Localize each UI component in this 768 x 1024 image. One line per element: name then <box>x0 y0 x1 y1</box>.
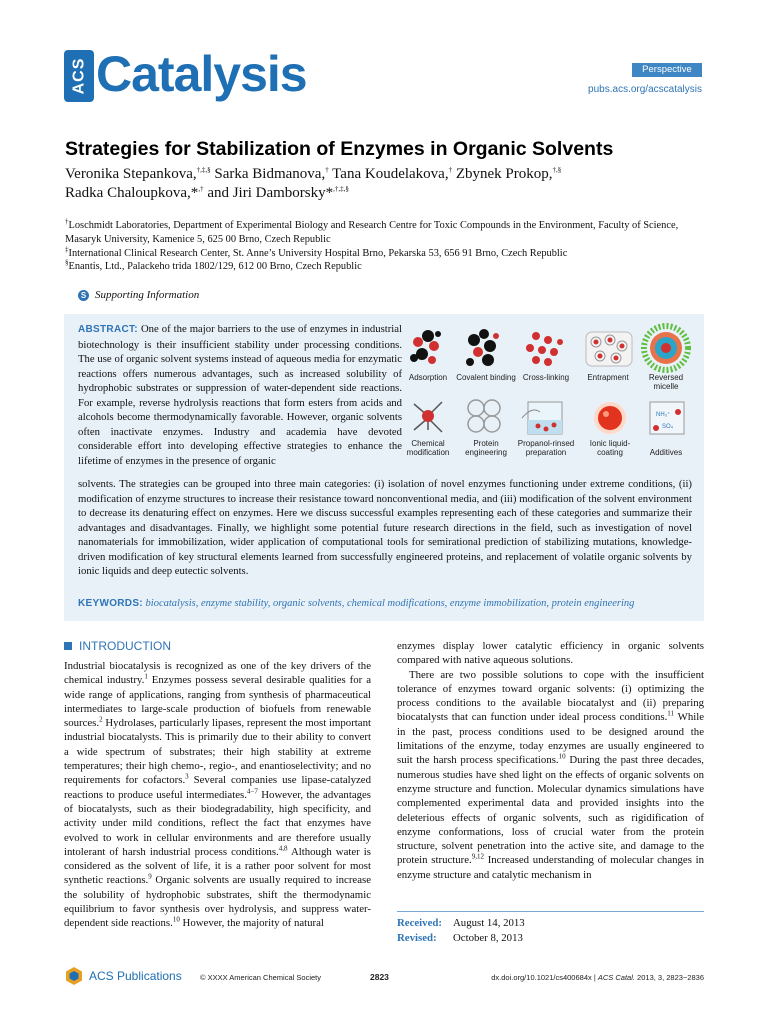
reversed-micelle-icon <box>644 326 688 370</box>
svg-text:micelle: micelle <box>653 382 679 391</box>
svg-text:coating: coating <box>597 448 623 457</box>
body-column-left <box>64 659 371 931</box>
journal-logo: Catalysis <box>96 46 307 102</box>
revised-date: Revised: October 8, 2013 <box>397 932 523 944</box>
affiliation-marks: ,† <box>198 185 204 193</box>
svg-text:Reversed: Reversed <box>648 373 684 382</box>
author-list <box>65 165 705 203</box>
keywords-label: KEYWORDS: <box>78 598 143 609</box>
body-column-right <box>397 639 704 882</box>
affiliation-marks: † <box>448 166 453 174</box>
ionic-liquid-coating-icon <box>594 402 626 434</box>
abstract-text-top: ABSTRACT: One of the major barriers to the use of enzymes in industrial biotechnology is their insufficient stability under processing conditions. The use of organic solvent systems instead of aqueous media for enzymatic reactions offers numerous advantages, such as increased solubility of hydrophobic substrates or suppression of water-dependent side reactions. For example, reverse hydrolysis reactions that form esters from acids and alcohols become thermodynamically favorable. However, organic solvents often inactivate enzymes. Industry and academia have devoted considerable effort into developing effective strategies to enhance the lifetime of enzymes in the presence of organic <box>78 323 402 467</box>
svg-text:NH₃⁺: NH₃⁺ <box>656 412 671 418</box>
author-name: Tana Koudelakova, <box>328 166 449 182</box>
svg-text:Protein: Protein <box>473 439 499 448</box>
toc-row1-labels <box>409 373 683 391</box>
svg-text:Entrapment: Entrapment <box>587 373 629 382</box>
protein-engineering-icon <box>468 400 500 432</box>
supporting-information-link[interactable] <box>78 289 199 301</box>
author-name: Sarka Bidmanova, <box>210 166 326 182</box>
section-heading-introduction: INTRODUCTION <box>64 639 171 653</box>
page-footer <box>64 966 704 990</box>
keywords <box>78 597 698 610</box>
affiliation-marks: † <box>325 166 329 174</box>
svg-text:Covalent binding: Covalent binding <box>456 373 516 382</box>
abstract-label: ABSTRACT: <box>78 324 138 335</box>
author-name: Radka Chaloupkova,* <box>65 185 199 201</box>
svg-text:Propanol-rinsed: Propanol-rinsed <box>517 439 575 448</box>
covalent-binding-icon <box>466 329 499 366</box>
cross-linking-icon <box>526 332 563 366</box>
acs-logo-tab: ACS <box>64 50 94 102</box>
article-type-badge: Perspective <box>632 63 702 77</box>
toc-graphic <box>404 322 698 470</box>
chemical-modification-icon <box>414 402 442 432</box>
copyright: © XXXX American Chemical Society <box>200 973 321 982</box>
author-name: Zbynek Prokop, <box>452 166 553 182</box>
affiliations <box>65 219 705 274</box>
article-title: Strategies for Stabilization of Enzymes in Organic Solvents <box>65 138 614 160</box>
svg-text:Chemical: Chemical <box>411 439 445 448</box>
toc-row2-labels <box>407 439 683 457</box>
body-paragraph: There are two possible solutions to cope with the insufficient tolerance of enzymes toward organic solvents: (i) optimizing the process conditions to the available biocatalyst and (ii) preparing biocatalysts that can function under ideal process conditions.$^{11}$ While in the past, process conditions used to be designed around the limitations of the enzyme, today enzymes are usually engineered to suit the harsh process specifications.$^{10}$ During the past three decades, numerous studies have shed light on the effects of organic solvents on enzyme structure and function. Molecular dynamics simulations have complemented experimental data and provided insights into the deleterious effects of organic solvents, such as rigidification of enzyme conformations, loss of crucial water from the protein structure, solvent penetration into the active site, and damage to the protein structure.$^{9,12}$ Increased understanding of molecular changes in enzyme structure and catalytic mechanism in <box>397 668 705 881</box>
body-paragraph: enzymes display lower catalytic efficiency in organic solvents compared with native aqueous solutions. <box>397 640 704 667</box>
adsorption-icon <box>410 330 441 364</box>
author-name: Veronika Stepankova, <box>65 166 197 182</box>
keywords-list: biocatalysis, enzyme stability, organic solvents, chemical modifications, enzyme immobilization, protein engineering <box>145 598 635 609</box>
svg-text:Adsorption: Adsorption <box>408 373 448 382</box>
journal-url[interactable]: pubs.acs.org/acscatalysis <box>588 84 702 95</box>
svg-text:Ionic liquid-: Ionic liquid- <box>589 439 631 448</box>
affiliation-2: ‡International Clinical Research Center, St. Anne’s University Hospital Brno, Pekarska 53, 656 91 Brno, Czech Republic <box>65 245 568 259</box>
author-name: and Jiri Damborsky* <box>203 185 334 201</box>
acs-hexagon-icon <box>64 966 84 986</box>
abstract-text-bottom: solvents. The strategies can be grouped into three main categories: (i) isolation of novel enzymes functioning under extreme conditions, (ii) modification of enzyme structures to increase their resistance toward nonconventional media, and (iii) modification of the solvent environment to decrease its denaturing effect on enzymes. Here we discuss successful examples representing each of these categories and summarize their advantages and disadvantages. Finally, we highlight some potential future research directions in the field, such as investigation of novel nanomaterials for immobilization, wider application of computational tools for semirational prediction of stabilizing mutations, knowledge-driven modification of key structural elements learned from successfully engineered proteins, and replacement of volatile organic solvents by ionic liquids and deep eutectic solvents. <box>78 478 692 578</box>
propanol-rinsed-icon <box>522 402 562 434</box>
svg-text:preparation: preparation <box>525 448 567 457</box>
affiliation-marks: †,§ <box>552 166 562 174</box>
additives-icon <box>650 402 684 434</box>
affiliation-3: §Enantis, Ltd., Palackeho trida 1802/129, 612 00 Brno, Czech Republic <box>65 258 362 273</box>
svg-text:Additives: Additives <box>649 448 683 457</box>
svg-text:modification: modification <box>406 448 450 457</box>
svg-text:Cross-linking: Cross-linking <box>522 373 570 382</box>
affiliation-marks: †,‡,§ <box>196 166 211 174</box>
svg-text:SO₄: SO₄ <box>662 424 674 430</box>
entrapment-icon <box>586 332 632 366</box>
body-paragraph: Industrial biocatalysis is recognized as one of the key drivers of the chemical industry.$^1$ Enzymes possess several desirable qualities for a wide range of applications, ranging from synthesis of pharmaceutical intermediates to large-scale production of biofuels from renewable sources.$^2$ Hydrolases, particularly lipases, represent the most important industrial biocatalysts. This is primarily due to their ability to convert a wide spectrum of substrates; their high stability at extreme temperatures; their high chemo-, regio-, and enantioselectivity; and no requirements for cofactors.$^3$ Several companies use lipase-catalyzed reactions to produce useful intermediates.$^{4-7}$ However, the advantages of biocatalysts, such as their biodegradability, high specificity, and activity under mild conditions, reflect the fact that enzymes have evolved to work in cellular environments and are therefore usually intolerant of harsh industrial process conditions.$^{4,8}$ Although water is considered as the solvent of life, it is a rather poor solvent for most synthetic reactions.$^9$ Organic solvents are usually required to increase the solubility of hydrophobic substrates, shift the thermodynamic equilibrium to favor synthesis over hydrolysis, and suppress water-dependent side reactions.$^{10}$ However, the majority of natural <box>64 660 372 930</box>
toc-illustration <box>404 322 698 470</box>
affiliation-1: †Loschmidt Laboratories, Department of Experimental Biology and Research Centre for Toxic Compounds in the Environment, Faculty of Science, Masaryk University, Kamenice 5, 625 00 Brno, Czech Republic <box>65 217 679 245</box>
svg-text:engineering: engineering <box>465 448 507 457</box>
supporting-info-label: Supporting Information <box>95 289 200 301</box>
received-revised-dates <box>397 911 704 946</box>
affiliation-marks: ,†,‡,§ <box>333 185 349 193</box>
section-square-icon <box>64 642 72 650</box>
received-date: Received: August 14, 2013 <box>397 917 525 929</box>
acs-publications-logo[interactable]: ACS Publications <box>64 966 182 986</box>
page-number: 2823 <box>370 972 389 982</box>
doi-citation[interactable]: dx.doi.org/10.1021/cs400684x | ACS Catal. 2013, 3, 2823−2836 <box>491 973 704 982</box>
supporting-info-icon: S <box>78 290 89 301</box>
